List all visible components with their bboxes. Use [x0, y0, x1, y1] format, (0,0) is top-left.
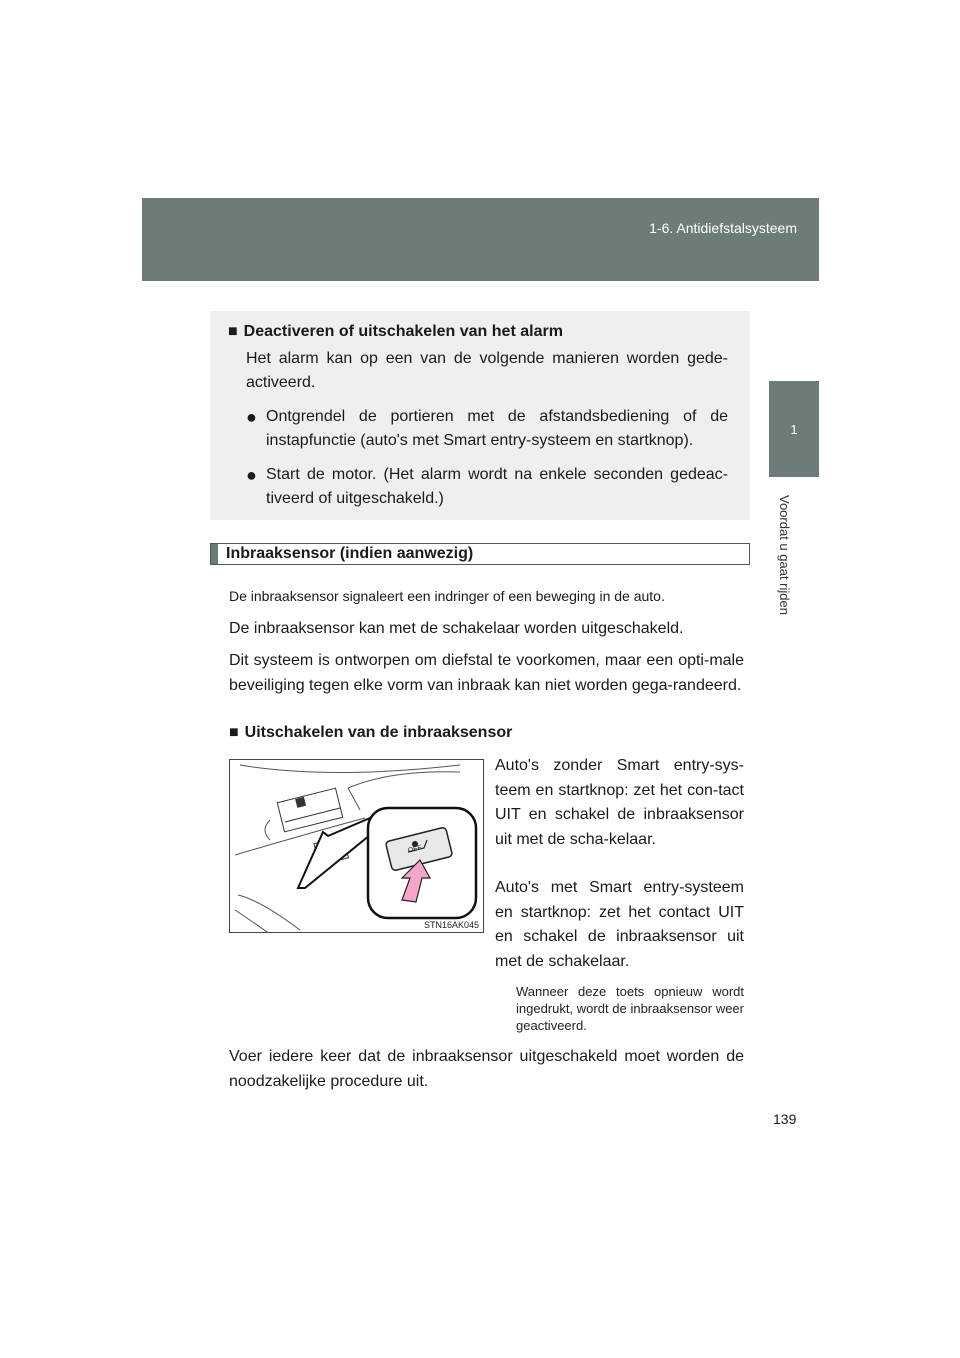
- square-bullet-icon: ■: [228, 323, 238, 340]
- paragraph-3: Dit systeem is ontworpen om diefstal te voorkomen, maar een opti-male beveiliging tegen elke vorm van inbraak kan niet worden gega-randeerd.: [229, 652, 744, 694]
- alarm-bullet-1: [246, 405, 728, 453]
- reactivation-note: Wanneer deze toets opnieuw wordt ingedrukt, wordt de inbraaksensor weer geactiveerd.: [516, 984, 744, 1033]
- chapter-label: Voordat u gaat rijden: [777, 495, 792, 615]
- header-band: [142, 198, 819, 281]
- circle-bullet-icon: ●: [246, 407, 257, 427]
- alarm-bullet-2: [246, 463, 728, 511]
- overhead-console-drawing: [230, 760, 484, 933]
- chapter-tab: [769, 381, 819, 477]
- chapter-number: 1: [790, 421, 798, 437]
- paragraph-1: De inbraaksensor signaleert een indringer of een beweging in de auto.: [229, 588, 665, 604]
- alarm-bullet-2-text: Start de motor. (Het alarm wordt na enkele seconden gedeac-tiveerd of uitgeschakeld.): [266, 466, 728, 507]
- alarm-info-box: [210, 311, 750, 520]
- section-heading: Inbraaksensor (indien aanwezig): [226, 545, 474, 562]
- section-title: 1-6. Antidiefstalsysteem: [649, 220, 797, 236]
- alarm-box-heading: [228, 321, 728, 343]
- circle-bullet-icon: ●: [246, 465, 257, 485]
- instruction-with-smart-entry: Auto's met Smart entry-systeem en startknop: zet het contact UIT en schakel de inbraaksensor uit met de schakelaar.: [495, 879, 744, 970]
- paragraph-2: De inbraaksensor kan met de schakelaar worden uitgeschakeld.: [229, 620, 684, 637]
- intrusion-sensor-illustration: [229, 759, 484, 933]
- sub-heading-text: Uitschakelen van de inbraaksensor: [244, 724, 513, 741]
- page-number: 139: [773, 1111, 797, 1127]
- final-paragraph: Voer iedere keer dat de inbraaksensor uitgeschakeld moet worden de noodzakelijke procedure uit.: [229, 1048, 744, 1090]
- sub-heading: [229, 724, 512, 742]
- figure-code: STN16AK045: [423, 920, 479, 930]
- switch-off-label: OFF: [407, 844, 423, 855]
- section-heading-bar: [210, 543, 750, 565]
- alarm-bullet-1-text: Ontgrendel de portieren met de afstandsbediening of de instapfunctie (auto's met Smart entry-systeem en startknop).: [266, 408, 728, 449]
- instruction-without-smart-entry: Auto's zonder Smart entry-sys-teem en startknop: zet het con-tact UIT en schakel de inbraaksensor uit met de scha-kelaar.: [495, 757, 744, 848]
- square-bullet-icon: ■: [229, 724, 239, 741]
- alarm-box-heading-text: Deactiveren of uitschakelen van het alarm: [243, 323, 563, 340]
- alarm-box-intro: Het alarm kan op een van de volgende manieren worden gede-activeerd.: [246, 350, 728, 391]
- section-accent: [211, 544, 218, 564]
